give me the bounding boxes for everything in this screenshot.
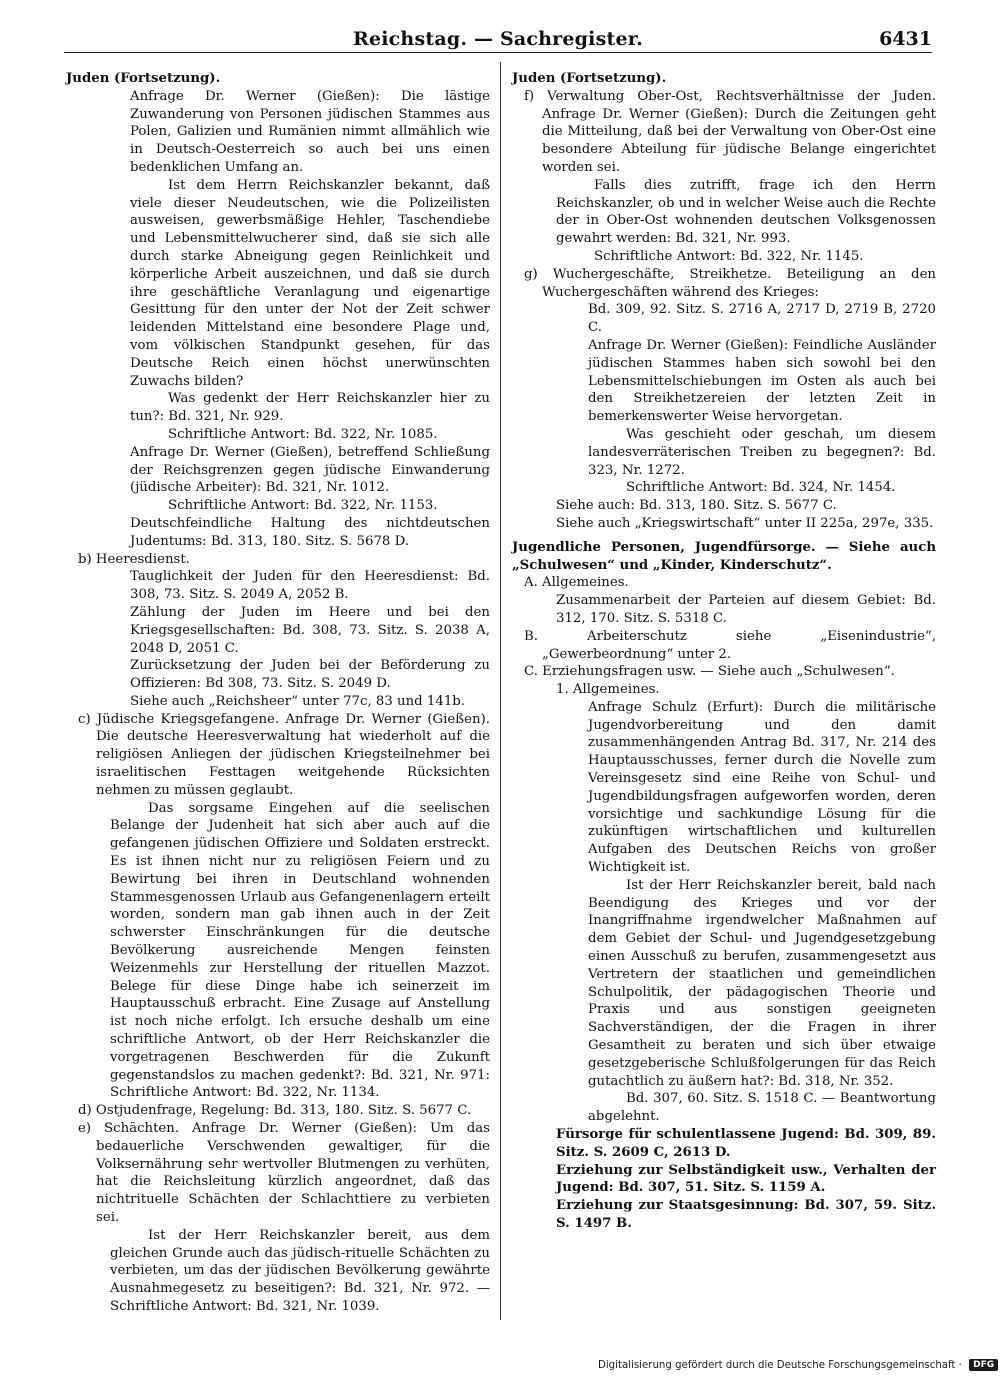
paragraph: Anfrage Dr. Werner (Gießen): Die lästige Zuwanderung von Personen jüdischen Stammes aus Polen, Galizien und Rumänien nimmt allmählich wie in Deutsch-Oesterreich so auch bei uns einen bedenklichen Umfang an. [130,88,490,175]
paragraph: Schriftliche Antwort: Bd. 324, Nr. 1454. [626,480,896,496]
subsection-paragraph: f) Verwaltung Ober-Ost, Rechtsverhältnisse der Juden. Anfrage Dr. Werner (Gießen): Durch die Zeitungen geht die Mitteilung, daß bei der Verwaltung von Ober-Ost eine besondere Abteilung für jüdische Belange eingerichtet worden sei. [524,88,936,175]
subsection-paragraph: B. Arbeiterschutz siehe „Eisenindustrie“, „Gewerbeordnung“ unter 2. [524,628,936,662]
footer-note: Digitalisierung gefördert durch die Deutsche Forschungsgemeinschaft · [598,1360,962,1371]
paragraph: Schriftliche Antwort: Bd. 322, Nr. 1085. [168,426,438,442]
paragraph: Was geschieht oder geschah, um diesem landesverräterischen Treiben zu begegnen?: Bd. 323, Nr. 1272. [588,426,936,478]
paragraph: Zusammenarbeit der Parteien auf diesem Gebiet: Bd. 312, 170. Sitz. S. 5318 C. [556,593,936,626]
paragraph: Erziehung zur Selbständigkeit usw., Verhalten der Jugend: Bd. 307, 51. Sitz. S. 1159 A. [556,1162,936,1196]
paragraph: Das sorgsame Eingehen auf die seelischen Belange der Judenheit hat sich aber auch auf die gefangenen jüdischen Offiziere und Soldaten erstreckt. Es ist ihnen nicht nur zu religiösen Feiern und zu Bewirtung bei ihren in Deutschland wohnenden Stammesgenossen Urlaub aus Gefangenenlagern erteilt worden, sondern man gab ihnen auch in der Zeit schwerster Einschränkungen für die deutsche Bevölkerung ausreichende Mengen feinsten Weizenmehls zur Herstellung der rituellen Mazzot. Belege für diese Dinge habe ich seinerzeit im Hauptausschuß erbracht. Eine Zusage auf Anstellung ist noch niche erfolgt. Ich ersuche deshalb um eine schriftliche Antwort, ob der Herr Reichskanzler die vorgetragenen Beschwerden für die Zukunft gegenstandslos zu machen gedenkt?: Bd. 321, Nr. 971: Schriftliche Antwort: Bd. 322, Nr. 1134. [110,800,490,1101]
paragraph: Zählung der Juden im Heere und bei den Kriegsgesellschaften: Bd. 308, 73. Sitz. S. 2038 A, 2048 D, 2051 C. [130,604,490,656]
paragraph: Siehe auch: Bd. 313, 180. Sitz. S. 5677 C. [556,498,837,514]
subsection-paragraph: C. Erziehungsfragen usw. — Siehe auch „Schulwesen“. [524,664,895,680]
paragraph: Bd. 309, 92. Sitz. S. 2716 A, 2717 D, 2719 B, 2720 C. [588,302,936,336]
paragraph: Ist der Herr Reichskanzler bereit, aus dem gleichen Grunde auch das jüdisch-rituelle Schächten zu verbieten, um das der jüdischen Bevölkerung gewährte Ausnahmegesetz zu beseitigen?: Bd. 321, Nr. 972. — Schriftliche Antwort: Bd. 321, Nr. 1039. [110,1227,490,1314]
page-header [64,26,932,53]
subsection-paragraph: c) Jüdische Kriegsgefangene. Anfrage Dr. Werner (Gießen). Die deutsche Heeresverwaltung hat wiederholt auf die religiösen Anliegen der jüdischen Kriegsteilnehmer bei israelitischen Festtagen weitgehende Rücksichten nehmen zu müssen geglaubt. [78,711,490,798]
paragraph: Siehe auch „Reichsheer“ unter 77c, 83 und 141b. [130,693,466,709]
dfg-logo-icon: DFG [969,1359,998,1371]
right-column [512,70,936,1233]
paragraph: Anfrage Dr. Werner (Gießen): Feindliche Ausländer jüdischen Stammes haben sich sowohl bei den Lebensmittelschiebungen im Osten als auch bei den Streikhetzereien der letzten Zeit in bemerkenswerter Weise hervorgetan. [588,337,936,425]
paragraph: Deutschfeindliche Haltung des nichtdeutschen Judentums: Bd. 313, 180. Sitz. S. 5678 D. [130,515,490,549]
paragraph: Tauglichkeit der Juden für den Heeresdienst: Bd. 308, 73. Sitz. S. 2049 A, 2052 B. [130,569,490,603]
page-footer [598,1359,993,1377]
paragraph: Schriftliche Antwort: Bd. 322, Nr. 1153. [168,498,438,514]
column-divider [500,62,501,1320]
paragraph: Was gedenkt der Herr Reichskanzler hier zu tun?: Bd. 321, Nr. 929. [130,391,490,425]
paragraph: Anfrage Schulz (Erfurt): Durch die militärische Jugendvorbereitung und den damit zusammenhängenden Antrag Bd. 317, Nr. 214 des Hauptausschusses, ferner durch die Novelle zum Vereinsgesetz sind eine Reihe von Schul- und Jugendbildungsfragen aufgeworfen worden, deren vorsichtige und sachkundige Lösung für die zukünftigen wirtschaftlichen und kulturellen Aufgaben des Deutschen Reichs von großer Wichtigkeit ist. [588,699,936,876]
entry-heading: Jugendliche Personen, Jugendfürsorge. — Siehe auch „Schulwesen“ und „Kinder, Kinderschutz“. [512,539,936,573]
paragraph: Schriftliche Antwort: Bd. 322, Nr. 1145. [594,248,864,264]
paragraph: Zurücksetzung der Juden bei der Beförderung zu Offizieren: Bd 308, 73. Sitz. S. 2049 D. [130,658,490,692]
paragraph: Fürsorge für schulentlassene Jugend: Bd. 309, 89. Sitz. S. 2609 C, 2613 D. [556,1127,936,1160]
entry-heading: Juden (Fortsetzung). [512,71,667,86]
paragraph: Bd. 307, 60. Sitz. S. 1518 C. — Beantwortung abgelehnt. [588,1091,936,1125]
paragraph: Anfrage Dr. Werner (Gießen), betreffend Schließung der Reichsgrenzen gegen jüdische Einwanderung (jüdische Arbeiter): Bd. 321, Nr. 1012. [130,444,490,496]
subsection-heading: 1. Allgemeines. [556,682,660,698]
left-column [66,70,490,1316]
running-title: Reichstag. — Sachregister. [352,28,644,50]
paragraph: Siehe auch „Kriegswirtschaft“ unter II 225a, 297e, 335. [556,515,934,531]
subsection-paragraph: g) Wuchergeschäfte, Streikhetze. Beteiligung an den Wuchergeschäften während des Krieges: [524,266,936,300]
paragraph: Falls dies zutrifft, frage ich den Herrn Reichskanzler, ob und in welcher Weise auch die Rechte der in Ober-Ost wohnenden deutschen Volksgenossen gewahrt werden: Bd. 321, Nr. 993. [556,177,936,247]
page-number: 6431 [879,28,932,50]
subsection-heading: b) Heeresdienst. [78,551,190,567]
subsection-heading: A. Allgemeines. [524,575,629,591]
paragraph: Erziehung zur Staatsgesinnung: Bd. 307, 59. Sitz. S. 1497 B. [556,1198,936,1231]
subsection-paragraph: d) Ostjudenfrage, Regelung: Bd. 313, 180. Sitz. S. 5677 C. [78,1103,472,1119]
paragraph: Ist der Herr Reichskanzler bereit, bald nach Beendigung des Krieges und vor der Inangriffnahme irgendwelcher Maßnahmen auf dem Gebiet der Schul- und Jugendgesetzgebung einen Ausschuß zu berufen, zusammengesetzt aus Vertretern der staatlichen und gemeindlichen Schulpolitik, der pädagogischen Theorie und Praxis und aus sonstigen geeigneten Sachverständigen, der die Fragen in ihrer Gesamtheit zu beraten und sich über etwaige gesetzgeberische Schlußfolgerungen für das Reich gutachtlich zu äußern hat?: Bd. 318, Nr. 352. [588,877,936,1089]
entry-heading: Juden (Fortsetzung). [66,71,221,86]
paragraph: Ist dem Herrn Reichskanzler bekannt, daß viele dieser Neudeutschen, wie die Polizeilisten ausweisen, gewerbsmäßige Hehler, Taschendiebe und Lebensmittelwucherer sind, daß sie sich alle durch starke Abneigung gegen Reinlichkeit und körperliche Arbeit auszeichnen, und daß sie durch ihre geschäftliche Veranlagung und eigenartige Gesittung für den unter der Not der Zeit schwer leidenden Mittelstand eine besondere Plage und, vom völkischen Standpunkt gesehen, für das Deutsche Reich einen höchst unerwünschten Zuwachs bilden? [130,177,490,389]
subsection-paragraph: e) Schächten. Anfrage Dr. Werner (Gießen): Um das bedauerliche Verschwenden gewaltiger, für die Volksernährung sehr wertvoller Blutmengen zu verhüten, hat die Reichsleitung kürzlich angeordnet, daß das nichtrituelle Schächten der Schlachttiere zu verbieten sei. [78,1121,490,1225]
